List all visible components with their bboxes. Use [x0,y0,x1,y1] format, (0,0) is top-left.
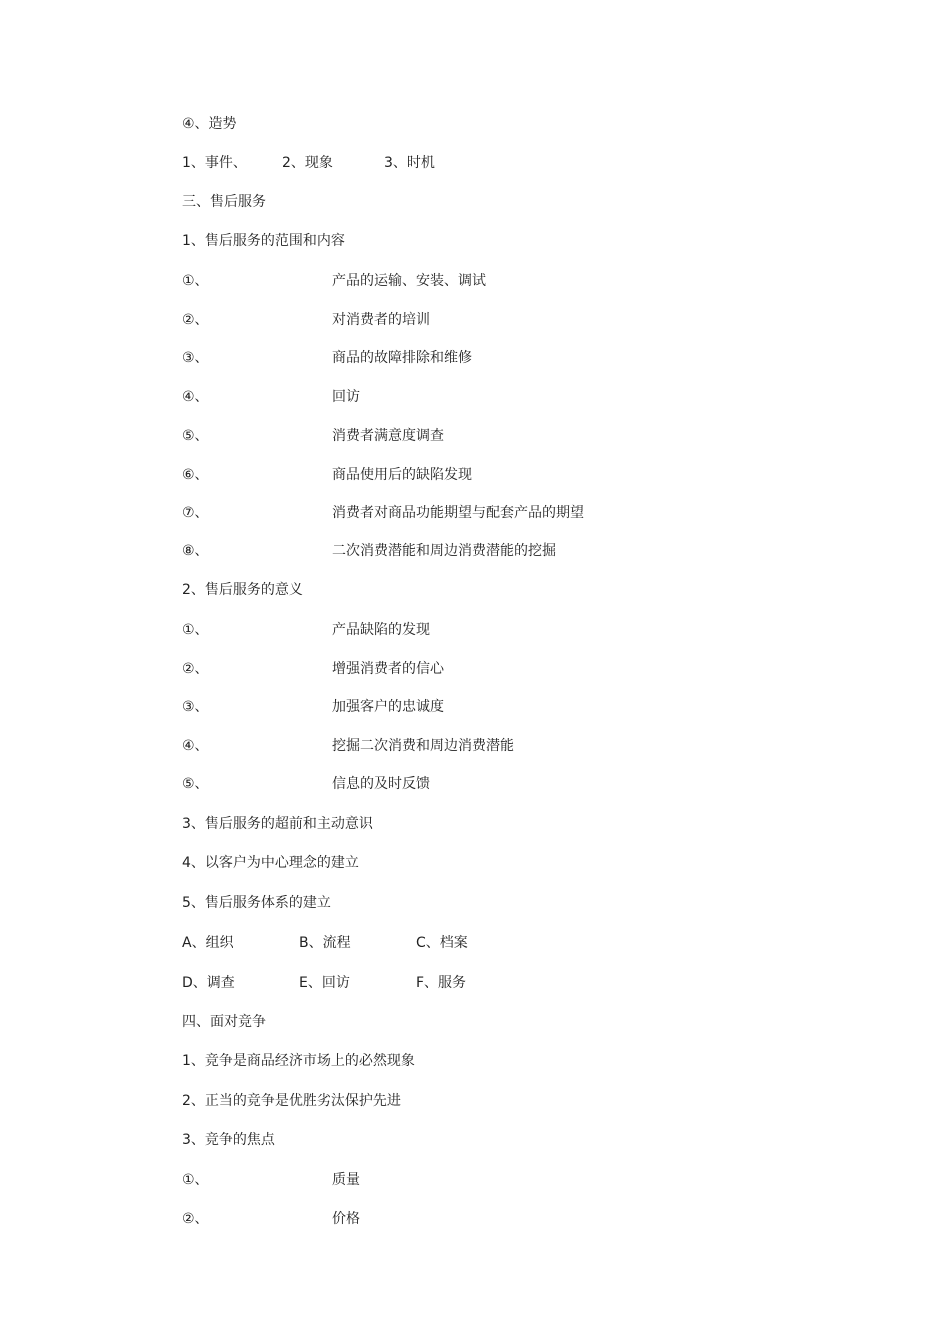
list-marker: ④、 [182,738,209,754]
list-text: 消费者满意度调查 [332,428,444,444]
section-4-title: 四、面对竞争 [182,1014,266,1030]
list-marker: ⑤、 [182,428,209,444]
list-marker: ①、 [182,622,209,638]
list-text: 商品使用后的缺陷发现 [332,467,472,483]
list-marker: ②、 [182,661,209,677]
list-marker: ⑦、 [182,505,209,521]
system-item-survey: D、调查 [182,975,235,991]
list-marker: ③、 [182,699,209,715]
zaoshi-item-phenomenon: 2、现象 [282,155,333,171]
system-item-archive: C、档案 [416,935,468,951]
list-marker: ①、 [182,1172,209,1188]
list-text: 回访 [332,389,360,405]
list-marker: ①、 [182,273,209,289]
zaoshi-item-timing: 3、时机 [384,155,435,171]
s3-item5: 5、售后服务体系的建立 [182,895,331,911]
s4-item2: 2、正当的竞争是优胜劣汰保护先进 [182,1093,401,1109]
s3-item4: 4、以客户为中心理念的建立 [182,855,359,871]
list-text: 消费者对商品功能期望与配套产品的期望 [332,505,584,521]
list-text: 产品缺陷的发现 [332,622,430,638]
list-text: 质量 [332,1172,360,1188]
s3-item3: 3、售后服务的超前和主动意识 [182,816,373,832]
s3-item2-title: 2、售后服务的意义 [182,582,303,598]
list-marker: ⑧、 [182,543,209,559]
list-text: 产品的运输、安装、调试 [332,273,486,289]
list-marker: ③、 [182,350,209,366]
s3-item1-title: 1、售后服务的范围和内容 [182,233,345,249]
list-text: 二次消费潜能和周边消费潜能的挖掘 [332,543,556,559]
system-item-service: F、服务 [416,975,467,991]
system-item-organization: A、组织 [182,935,234,951]
list-text: 挖掘二次消费和周边消费潜能 [332,738,514,754]
list-marker: ④、 [182,389,209,405]
zaoshi-heading: ④、造势 [182,116,237,132]
s4-item1: 1、竞争是商品经济市场上的必然现象 [182,1053,415,1069]
list-marker: ②、 [182,312,209,328]
list-marker: ⑥、 [182,467,209,483]
s4-item3: 3、竞争的焦点 [182,1132,275,1148]
system-item-revisit: E、回访 [299,975,350,991]
section-3-title: 三、售后服务 [182,194,266,210]
list-text: 价格 [332,1211,360,1227]
list-marker: ⑤、 [182,776,209,792]
zaoshi-item-event: 1、事件、 [182,155,247,171]
list-text: 加强客户的忠诚度 [332,699,444,715]
list-text: 商品的故障排除和维修 [332,350,472,366]
list-text: 对消费者的培训 [332,312,430,328]
system-item-process: B、流程 [299,935,351,951]
list-text: 增强消费者的信心 [332,661,444,677]
list-text: 信息的及时反馈 [332,776,430,792]
list-marker: ②、 [182,1211,209,1227]
